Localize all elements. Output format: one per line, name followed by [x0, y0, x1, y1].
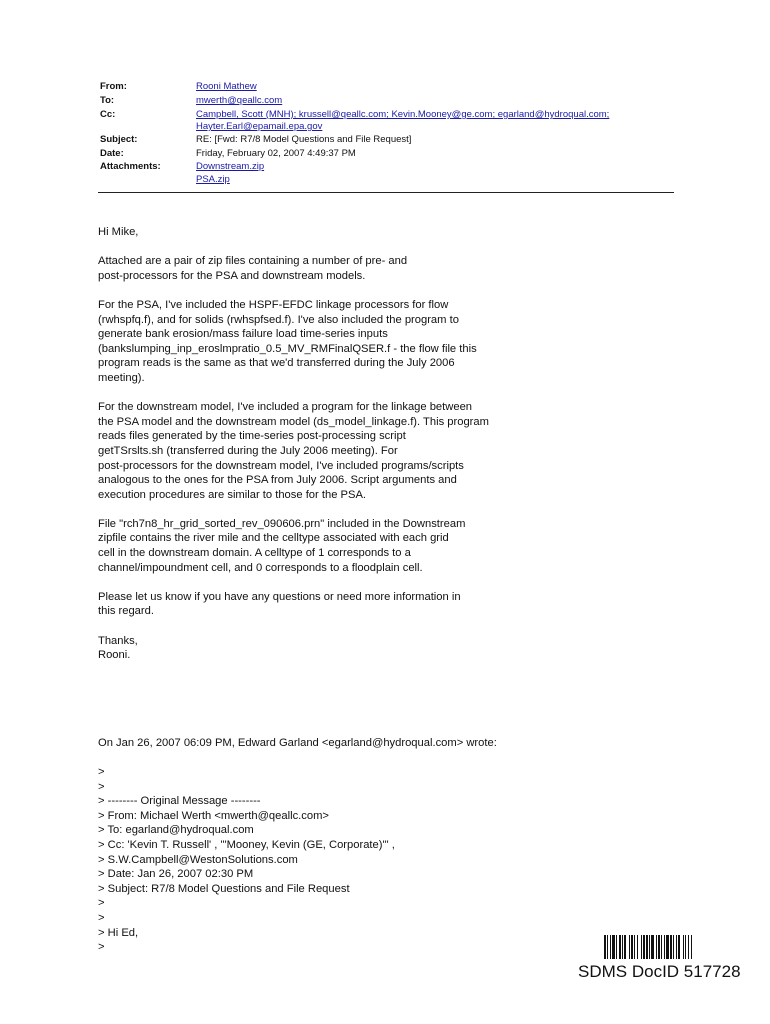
from-label: From:: [100, 81, 127, 92]
attachment-link-psa[interactable]: PSA.zip: [196, 174, 230, 185]
paragraph-5: Please let us know if you have any questions or need more information in this regard.: [98, 590, 461, 618]
signoff: Thanks, Rooni.: [98, 634, 138, 662]
attachment-link-downstream[interactable]: Downstream.zip: [196, 161, 265, 172]
cc-links-line2[interactable]: Hayter.Earl@epamail.epa.gov: [196, 121, 323, 132]
from-link[interactable]: Rooni Mathew: [196, 81, 257, 92]
attachments-label: Attachments:: [100, 161, 161, 172]
doc-id: SDMS DocID 517728: [578, 962, 741, 981]
paragraph-3: For the downstream model, I've included a program for the linkage between the PSA model and the downstream model (ds_model_linkage.f). This program reads files generated by the time-series post-processing script getTSrslts.sh (transferred during the July 2006 meeting). For post-processors for the downstream model, I've included programs/scripts analogous to the ones for the PSA from July 2006. Script arguments and execution procedures are similar to those for the PSA.: [98, 401, 489, 501]
paragraph-2: For the PSA, I've included the HSPF-EFDC linkage processors for flow (rwhspfq.f), and for solids (rwhspfsed.f). I've also included the program to generate bank erosion/mass failure load time-series inputs (bankslumping_inp_eroslmpratio_0.5_MV_RMFinalQSER.f - the flow file this program reads is the same as that we'd transferred during the July 2006 meeting).: [98, 298, 477, 384]
date-value: Friday, February 02, 2007 4:49:37 PM: [196, 148, 356, 159]
paragraph-1: Attached are a pair of zip files containing a number of pre- and post-processors for the PSA and downstream models.: [98, 255, 408, 282]
paragraph-4: File "rch7n8_hr_grid_sorted_rev_090606.prn" included in the Downstream zipfile contains the river mile and the celltype associated with each grid cell in the downstream domain. A celltype of 1 corresponds to a channel/impoundment cell, and 0 corresponds to a floodplain cell.: [98, 517, 466, 574]
cc-label: Cc:: [100, 109, 116, 120]
quote-intro: On Jan 26, 2007 06:09 PM, Edward Garland <egarland@hydroqual.com> wrote:: [98, 736, 497, 749]
to-label: To:: [100, 95, 115, 106]
cc-links-line1[interactable]: Campbell, Scott (MNH); krussell@qeallc.com; Kevin.Mooney@ge.com; egarland@hydroqual.com;: [196, 109, 610, 120]
to-link[interactable]: mwerth@qeallc.com: [196, 95, 283, 106]
quoted-message: > > > -------- Original Message -------- > From: Michael Werth <mwerth@qeallc.com> > To: egarland@hydroqual.com > Cc: 'Kevin T. Russell' , "'Mooney, Kevin (GE, Corporate)'" , > S.W.Campbell@WestonSolutions.com > Date: Jan 26, 2007 02:30 PM > Subject: R7/8 Model Questions and File Request > > > Hi Ed, >: [98, 766, 395, 954]
email-header: [100, 80, 700, 190]
date-label: Date:: [100, 148, 124, 159]
barcode-image: [604, 935, 720, 959]
header-divider: [98, 192, 674, 193]
greeting: Hi Mike,: [98, 226, 139, 238]
subject-value: RE: [Fwd: R7/8 Model Questions and File Request]: [196, 134, 412, 145]
subject-label: Subject:: [100, 134, 138, 145]
message-body: [98, 225, 658, 969]
